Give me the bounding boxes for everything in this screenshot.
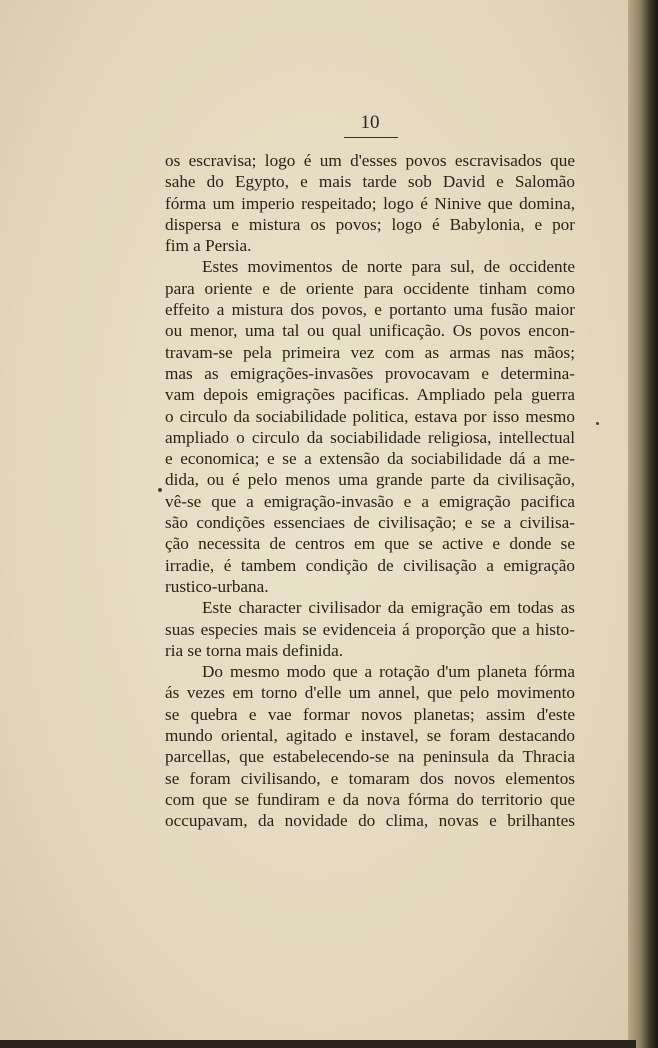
text-line: parcellas, que estabelecendo-se na peninsula da Thracia bbox=[165, 747, 575, 767]
text-line: rustico-urbana. bbox=[165, 576, 269, 596]
text-line: o circulo da sociabilidade politica, estava por isso mesmo bbox=[165, 406, 575, 426]
text-line: os escravisa; logo é um d'esses povos escravisados que bbox=[165, 151, 575, 170]
text-line: mundo oriental, agitado e instavel, se foram destacando bbox=[165, 726, 575, 746]
text-line: ás vezes em torno d'elle um annel, que pelo movimento bbox=[165, 683, 575, 703]
text-line: travam-se pela primeira vez com as armas nas mãos; bbox=[165, 342, 575, 362]
text-line: com que se fundiram e da nova fórma do territorio que bbox=[165, 789, 575, 809]
text-line: vam depois emigrações pacificas. Ampliado pela guerra bbox=[165, 385, 575, 405]
text-line: occupavam, da novidade do clima, novas e brilhantes bbox=[165, 811, 575, 831]
ink-speck bbox=[596, 422, 599, 425]
text-line: sahe do Egypto, e mais tarde sob David e Salomão bbox=[165, 172, 575, 192]
text-line: se quebra e vae formar novos planetas; assim d'este bbox=[165, 704, 575, 724]
text-line: se foram civilisando, e tomaram dos novos elementos bbox=[165, 768, 575, 788]
text-line: Do mesmo modo que a rotação d'um planeta fórma bbox=[202, 662, 575, 682]
header-rule bbox=[344, 137, 398, 138]
text-line: são condições essenciaes de civilisação; e se a civilisa- bbox=[165, 513, 575, 533]
text-line: suas especies mais se evidenceia á proporção que a histo- bbox=[165, 619, 575, 639]
text-line: ou menor, uma tal ou qual unificação. Os povos encon- bbox=[165, 321, 575, 341]
text-line: effeito a mistura dos povos, e portanto uma fusão maior bbox=[165, 300, 575, 320]
text-line: ampliado o circulo da sociabilidade religiosa, intellectual bbox=[165, 427, 575, 447]
page-bottom-edge bbox=[0, 1040, 636, 1048]
text-line: Este character civilisador da emigração em todas as bbox=[202, 598, 575, 618]
body-text bbox=[165, 150, 575, 832]
text-line: Estes movimentos de norte para sul, de occidente bbox=[202, 257, 575, 277]
text-line: fórma um imperio respeitado; logo é Ninive que domina, bbox=[165, 193, 575, 213]
text-line: e economica; e se a extensão da sociabilidade dá a me- bbox=[165, 449, 575, 469]
book-spine bbox=[628, 0, 658, 1048]
text-line: dispersa e mistura os povos; logo é Babylonia, e por bbox=[165, 214, 575, 234]
text-line: ria se torna mais definida. bbox=[165, 640, 344, 660]
text-line: vê-se que a emigração-invasão e a emigração pacifica bbox=[165, 491, 575, 511]
text-line: ção necessita de centros em que se active e donde se bbox=[165, 534, 575, 554]
text-line: irradie, é tambem condição de civilisação a emigração bbox=[165, 555, 575, 575]
text-line: mas as emigrações-invasões provocavam e determina- bbox=[165, 363, 575, 383]
text-line: dida, ou é pelo menos uma grande parte da civilisação, bbox=[165, 470, 575, 490]
page-number: 10 bbox=[360, 112, 380, 133]
ink-speck bbox=[158, 488, 162, 492]
text-line: para oriente e de oriente para occidente tinham como bbox=[165, 278, 575, 298]
text-line: fim a Persia. bbox=[165, 236, 252, 256]
